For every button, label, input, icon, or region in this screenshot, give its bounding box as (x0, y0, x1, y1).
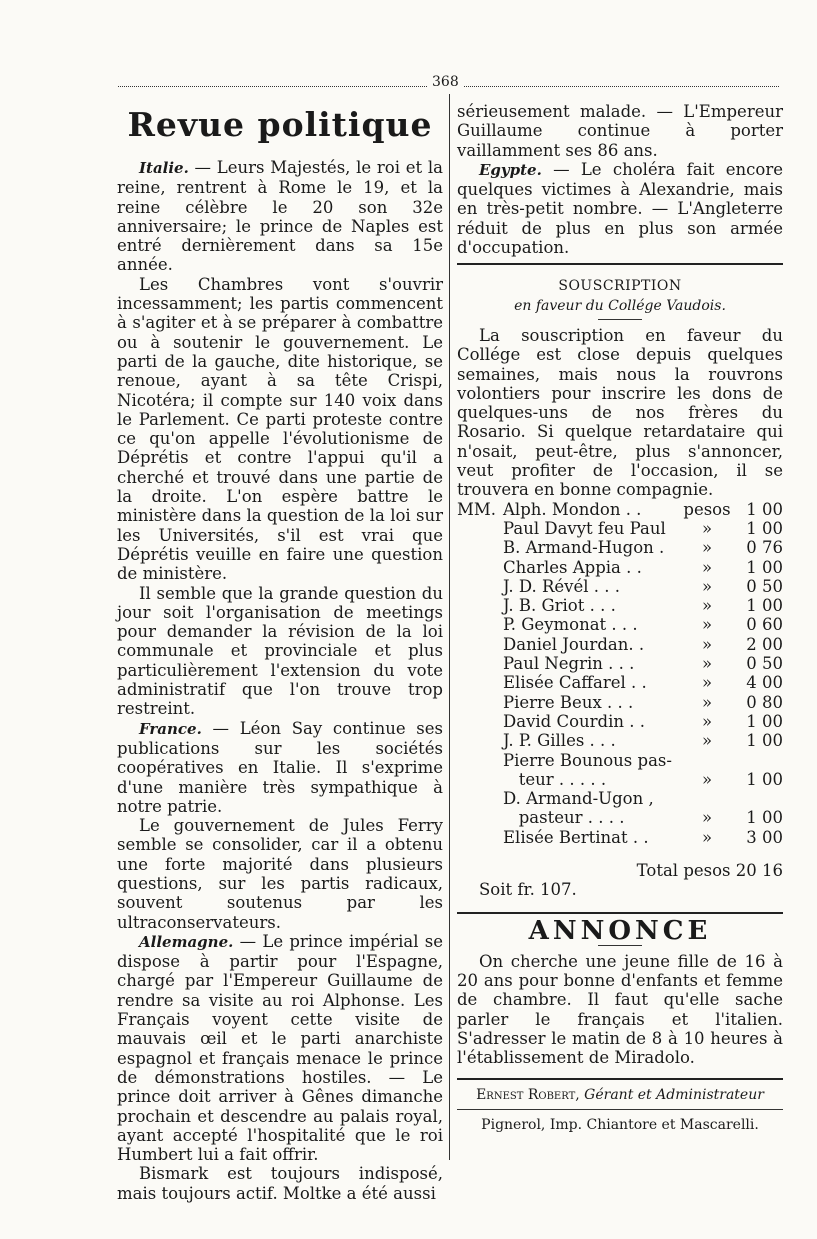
column-divider (449, 94, 450, 1160)
donor-unit: » (701, 769, 713, 789)
section-rule (457, 263, 783, 265)
donor-name: teur . . . . . (503, 769, 607, 789)
italie-paragraph (117, 158, 443, 275)
donor-unit: » (701, 557, 713, 577)
donor-row (457, 577, 783, 596)
donor-unit: » (701, 731, 713, 751)
donor-amount: 0 60 (746, 615, 783, 635)
subscription-paragraph: La souscription en faveur du Collége est close depuis quelques semaines, mais nous la rouvrons volontiers pour inscrire les dons de quelques-uns de nos frères du Rosario. Si quelque retardataire qui n'osait, peut-être, plus s'annoncer, veut profiter de l'occasion, il se trouvera en bonne compagnie. (457, 325, 783, 500)
page-number: 368 (428, 74, 463, 90)
donor-row (457, 635, 783, 654)
donor-name: D. Armand-Ugon , (503, 789, 654, 809)
donor-prefix (457, 519, 503, 538)
donor-row (457, 519, 783, 538)
donor-name: Paul Negrin . . . (503, 654, 635, 674)
gerant-name: Ernest Robert, (476, 1086, 580, 1103)
gerant-line (457, 1086, 783, 1105)
donor-amount: 0 80 (746, 692, 783, 712)
allemagne-paragraph (117, 932, 443, 1165)
egypte-paragraph (457, 160, 783, 257)
france-label: France. (139, 719, 202, 738)
donor-name: pasteur . . . . (503, 808, 625, 828)
donor-amount (733, 751, 783, 770)
donor-row (457, 538, 783, 557)
donor-name: Paul Davyt feu Paul (503, 518, 666, 538)
donor-amount: 1 00 (746, 808, 783, 828)
allemagne-label: Allemagne. (139, 932, 234, 951)
footer-rule (457, 1078, 783, 1080)
donor-name: Pierre Bounous pas- (503, 750, 672, 770)
donor-unit: » (701, 711, 713, 731)
donor-prefix (457, 789, 503, 808)
donor-row (457, 828, 783, 847)
donor-prefix (457, 712, 503, 731)
italie-label: Italie. (139, 159, 189, 177)
donor-name: J. P. Gilles . . . (503, 731, 616, 751)
donor-prefix (457, 828, 503, 847)
donor-prefix (457, 596, 503, 615)
printer-line: Pignerol, Imp. Chiantore et Mascarelli. (481, 1116, 759, 1133)
donor-amount: 1 00 (746, 499, 783, 519)
donor-row (457, 712, 783, 731)
italie-paragraph-2: Les Chambres vont s'ouvrir incessamment; les partis commencent à s'agiter et à se préparer à combattre ou à soutenir le gouvernement. Le parti de la gauche, dite historique, se renoue, ayant à sa tête Crispi, Nicotéra; il compte sur 140 voix dans le Parlement. Ce parti proteste contre ce qu'on appelle l'évolutionisme de Déprétis et contre l'appui qu'il a cherché et trouvé dans une partie de la droite. L'on espère battre le ministère dans la question de la loi sur les Universités, s'il est vrai que Déprétis veuille en faire une question de ministère. (117, 274, 443, 584)
donor-unit: » (701, 615, 713, 635)
donor-name: Alph. Mondon . . (503, 499, 642, 519)
donor-unit: » (701, 518, 713, 538)
france-paragraph-2: Le gouvernement de Jules Ferry semble se consolider, car il a obtenu une forte majorité dans plusieurs questions, sur les partis radicaux, souvent soutenus par les ultraconservateurs. (117, 816, 443, 932)
donor-amount: 1 00 (746, 769, 783, 789)
short-rule (598, 319, 642, 320)
donor-unit: » (701, 808, 713, 828)
donor-name: Daniel Jourdan. . (503, 634, 645, 654)
egypte-text: — Le choléra fait encore quelques victimes à Alexandrie, mais en très-petit nombre. — L'Angleterre réduit de plus en plus son armée d'occupation. (457, 159, 783, 258)
donor-row (457, 673, 783, 692)
donor-unit: » (701, 576, 713, 596)
donor-prefix (457, 558, 503, 577)
donor-amount: 1 00 (746, 731, 783, 751)
donor-amount: 3 00 (746, 827, 783, 847)
donor-row (457, 808, 783, 827)
donor-unit: » (701, 538, 713, 558)
donor-row (457, 789, 783, 808)
italie-paragraph-3: Il semble que la grande question du jour soit l'organisation de meetings pour demander la révision de la loi communale et provinciale et plus particulièrement l'extension du vote administratif que l'on trouve trop restreint. (117, 583, 443, 719)
donor-prefix (457, 577, 503, 596)
section-title: Revue politique (127, 105, 433, 144)
continued-paragraph: sérieusement malade. — L'Empereur Guillaume continue à porter vaillamment ses 86 ans. (457, 102, 783, 160)
subscription-title: SOUSCRIPTION (558, 278, 682, 295)
donor-unit: » (701, 827, 713, 847)
donor-unit (681, 751, 733, 770)
donor-unit: pesos (683, 499, 731, 519)
allemagne-paragraph-2: Bismark est toujours indisposé, mais toujours actif. Moltke a été aussi (117, 1164, 443, 1203)
donor-row (457, 615, 783, 634)
donor-amount: 2 00 (746, 634, 783, 654)
donor-unit: » (701, 634, 713, 654)
donor-amount: 0 50 (746, 576, 783, 596)
donor-amount: 0 76 (746, 538, 783, 558)
italie-text: — Leurs Majestés, le roi et la reine, rentrent à Rome le 19, et la reine célèbre le 20 son 32e anniversaire; le prince de Naples est entré dernièrement dans sa 15e année. (117, 158, 443, 275)
left-column (117, 102, 443, 1203)
france-text: — Léon Say continue ses publications sur les sociétés coopératives en Italie. Il s'exprime d'une manière très sympathique à notre patrie. (117, 718, 443, 816)
soit-line: Soit fr. 107. (479, 880, 577, 900)
donor-row (457, 500, 783, 519)
donor-prefix (457, 538, 503, 557)
donor-row (457, 770, 783, 789)
donor-prefix: MM. (457, 499, 497, 519)
donor-prefix (457, 751, 503, 770)
donor-amount: 1 00 (746, 596, 783, 616)
donor-amount (733, 789, 783, 808)
donor-row (457, 751, 783, 770)
donor-unit: » (701, 692, 713, 712)
donor-prefix (457, 673, 503, 692)
donor-unit: » (701, 596, 713, 616)
france-paragraph (117, 719, 443, 816)
donor-row (457, 654, 783, 673)
donor-unit: » (701, 673, 713, 693)
donor-prefix (457, 731, 503, 750)
donor-row (457, 596, 783, 615)
annonce-paragraph: On cherche une jeune fille de 16 à 20 ans pour bonne d'enfants et femme de chambre. Il faut qu'elle sache parler le français et l'italien. S'adresser le matin de 8 à 10 heures à l'établissement de Miradolo. (457, 951, 783, 1068)
donor-prefix (457, 770, 503, 789)
donor-amount: 4 00 (746, 673, 783, 693)
donor-row (457, 558, 783, 577)
annonce-title: ANNONCE (528, 915, 712, 946)
total-line: Total pesos 20 16 (636, 860, 783, 880)
donor-row (457, 693, 783, 712)
egypte-label: Egypte. (479, 160, 542, 179)
allemagne-text: — Le prince impérial se dispose à partir pour l'Espagne, chargé par l'Empereur Guillaume de rendre sa visite au roi Alphonse. Les Français voyent cette visite de mauvais œil et le parti anarchiste espagnol et français menace le prince de démonstrations hostiles. — Le prince doit arriver à Gênes dimanche prochain et descendre au palais royal, ayant accepté l'hospitalité que le roi Humbert lui a fait offrir. (117, 931, 443, 1165)
donor-prefix (457, 808, 503, 827)
donor-row (457, 731, 783, 750)
donor-prefix (457, 654, 503, 673)
annonce-rule (457, 912, 783, 914)
donor-unit (681, 789, 733, 808)
donor-name: Charles Appia . . (503, 557, 642, 577)
donor-name: P. Geymonat . . . (503, 615, 638, 635)
gerant-role: Gérant et Administrateur (579, 1086, 764, 1103)
donor-amount: 1 00 (746, 711, 783, 731)
donor-name: J. D. Révél . . . (503, 576, 620, 596)
footer-thin-rule (457, 1109, 783, 1110)
donor-name: Elisée Caffarel . . (503, 673, 647, 693)
donor-unit: » (701, 654, 713, 674)
donor-prefix (457, 615, 503, 634)
donor-table (457, 500, 783, 847)
donor-name: Pierre Beux . . . (503, 692, 634, 712)
right-column (457, 102, 783, 1135)
donor-name: J. B. Griot . . . (503, 596, 616, 616)
donor-prefix (457, 635, 503, 654)
donor-name: Elisée Bertinat . . (503, 827, 649, 847)
donor-prefix (457, 693, 503, 712)
donor-name: David Courdin . . (503, 711, 645, 731)
subscription-subtitle: en faveur du Collége Vaudois. (514, 297, 726, 314)
donor-amount: 1 00 (746, 557, 783, 577)
donor-amount: 1 00 (746, 518, 783, 538)
donor-amount: 0 50 (746, 654, 783, 674)
donor-name: B. Armand-Hugon . (503, 538, 665, 558)
